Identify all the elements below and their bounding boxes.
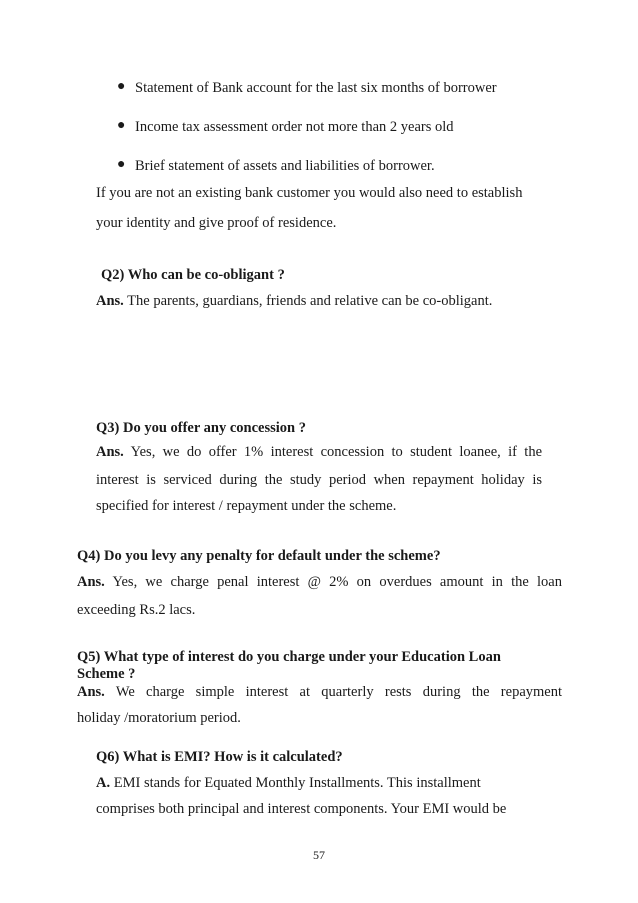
- bullet-item: Brief statement of assets and liabilities of borrower.: [135, 158, 435, 174]
- answer-text: Yes, we do offer 1% interest concession to student loanee, if the: [123, 444, 542, 460]
- answer-line: holiday /moratorium period.: [77, 710, 241, 726]
- answer-line: interest is serviced during the study period when repayment holiday is: [96, 472, 542, 488]
- question-heading: Q5) What type of interest do you charge under your Education Loan: [77, 649, 501, 665]
- question-heading: Q3) Do you offer any concession ?: [96, 420, 306, 436]
- answer-line: exceeding Rs.2 lacs.: [77, 602, 196, 618]
- answer-label: Ans.: [96, 444, 124, 460]
- intro-line: your identity and give proof of residence.: [96, 215, 337, 231]
- question-heading: Scheme ?: [77, 666, 136, 682]
- answer-label: Ans.: [77, 684, 105, 700]
- question-heading: Q6) What is EMI? How is it calculated?: [96, 749, 343, 765]
- answer-text: Yes, we charge penal interest @ 2% on overdues amount in the loan: [104, 574, 562, 590]
- answer-line: [96, 774, 481, 792]
- answer-text: The parents, guardians, friends and relative can be co-obligant.: [123, 293, 493, 309]
- bullet-item: Statement of Bank account for the last six months of borrower: [135, 80, 497, 96]
- bullet-dot: ●: [117, 157, 126, 172]
- answer-line: [77, 573, 562, 591]
- answer-line: [96, 443, 542, 461]
- question-heading: Q2) Who can be co-obligant ?: [101, 267, 285, 283]
- answer-line: comprises both principal and interest components. Your EMI would be: [96, 801, 507, 817]
- answer-label: Ans.: [77, 574, 105, 590]
- question-heading: Q4) Do you levy any penalty for default under the scheme?: [77, 548, 441, 564]
- answer-label: A.: [96, 775, 111, 791]
- answer-line: [96, 292, 492, 310]
- page-number: 57: [313, 848, 325, 862]
- bullet-dot: ●: [117, 118, 126, 133]
- answer-line: [77, 683, 562, 701]
- intro-line: If you are not an existing bank customer you would also need to establish: [96, 185, 523, 201]
- bullet-dot: ●: [117, 79, 126, 94]
- answer-label: Ans.: [96, 293, 124, 309]
- answer-line: specified for interest / repayment under the scheme.: [96, 498, 397, 514]
- answer-text: EMI stands for Equated Monthly Installments. This installment: [110, 775, 481, 791]
- answer-text: We charge simple interest at quarterly rests during the repayment: [104, 684, 562, 700]
- bullet-item: Income tax assessment order not more than 2 years old: [135, 119, 454, 135]
